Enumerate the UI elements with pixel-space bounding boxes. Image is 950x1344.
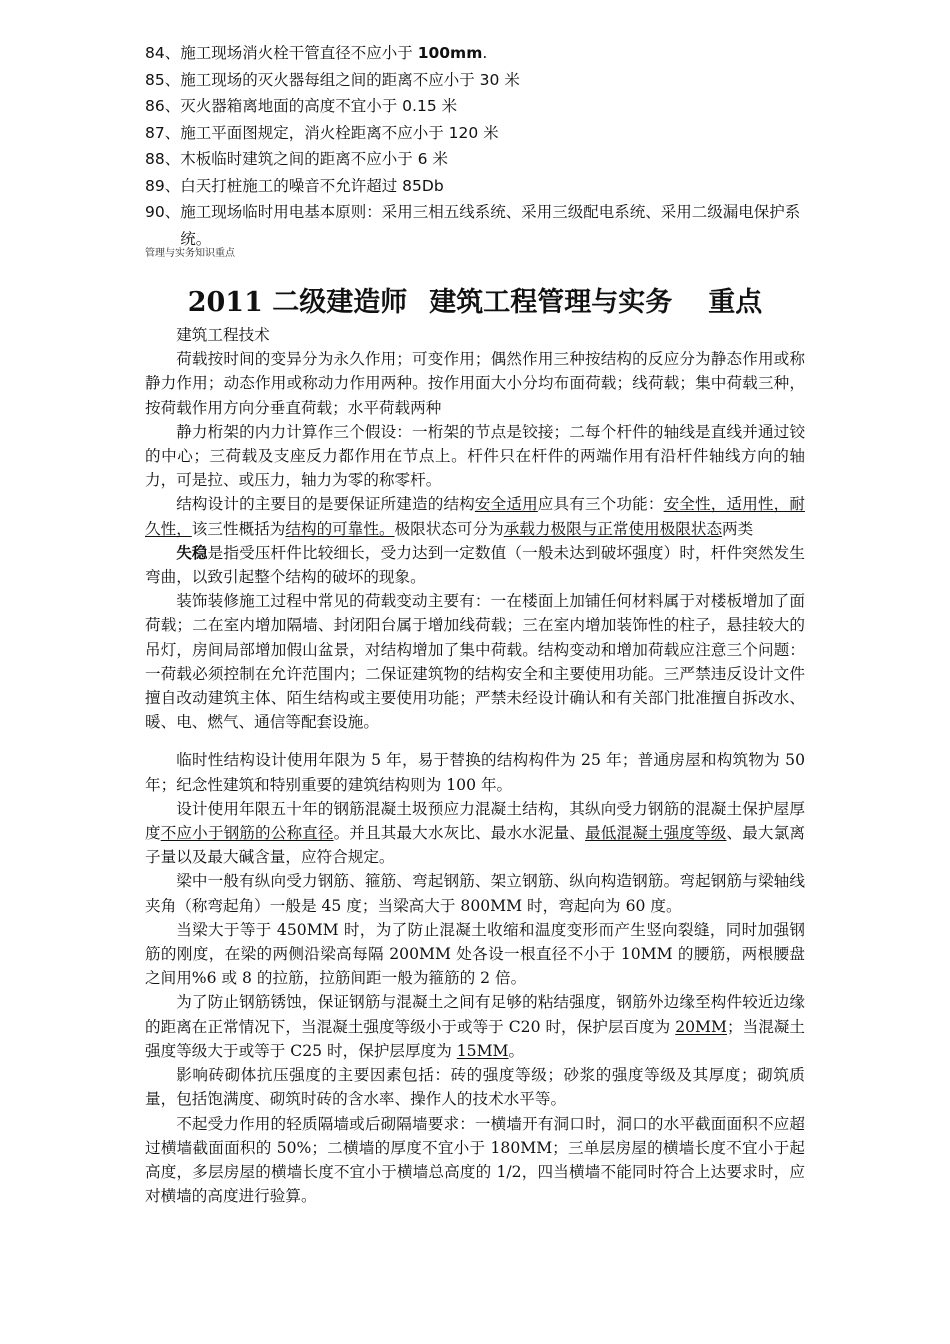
item-number: 87、 [145, 123, 181, 142]
text-span: ；当混凝土强度等级大于或等于 C25 时，保护层厚度为 [145, 1017, 805, 1060]
text-span: 两类 [722, 519, 754, 538]
text-span: 。 [508, 1041, 525, 1060]
underlined-term: 不应小于钢筋的公称直径 [160, 824, 334, 843]
paragraph-instability [145, 541, 805, 589]
text-span: 应具有三个功能： [537, 495, 664, 514]
item-number: 90、 [145, 203, 181, 221]
underlined-term: 最低混凝土强度等级 [585, 824, 727, 843]
list-item [145, 173, 813, 200]
list-item [145, 93, 813, 120]
page-title [0, 280, 950, 319]
paragraph-load-classification: 荷载按时间的变异分为永久作用；可变作用；偶然作用三种按结构的反应分为静态作用或称静力作用；动态作用或称动力作用两种。按作用面大小分均布面荷载；线荷载；集中荷载三种，按荷载作用方向分垂直荷载；水平荷载两种 [145, 350, 805, 417]
item-number: 89、 [145, 176, 181, 195]
paragraph-corrosion-cover [145, 990, 805, 1063]
underlined-term: 承载力极限与正常使用极限状态 [503, 519, 723, 538]
section-heading: 建筑工程技术 [176, 326, 270, 344]
item-text: 灭火器箱离地面的高度不宜小于 0.15 米 [180, 97, 458, 115]
paragraph-truss-assumptions: 静力桁架的内力计算作三个假设：一桁架的节点是铰接；二每个杆件的轴线是直线并通过铰的中心；三荷载及支座反力都作用在节点上。杆件只在杆件的两端作用有沿杆件轴线方向的轴力，可是拉、或压力，轴力为零的称零杆。 [145, 422, 805, 490]
item-text-main: 施工现场消火栓干管直径不应小于 [180, 44, 413, 62]
paragraph-masonry-strength: 影响砖砌体抗压强度的主要因素包括：砖的强度等级；砂浆的强度等级及其厚度；砌筑质量，包括饱满度、砌筑时砖的含水率、操作人的技术水平等。 [145, 1066, 805, 1109]
paragraph-cover-thickness [145, 797, 805, 870]
body-content [145, 323, 805, 1208]
text-span: 该三性概括为 [191, 519, 286, 538]
item-value-bold: 100mm [417, 44, 483, 62]
underlined-term: 安全适用 [474, 495, 538, 514]
list-item [145, 40, 813, 67]
title-suffix: 重点 [708, 287, 763, 318]
text-span: 极限状态可分为 [394, 519, 504, 538]
list-item [145, 120, 813, 147]
text-span: 。并且其最大水灰比、最水水泥量、 [333, 824, 586, 843]
paragraph-design-life: 临时性结构设计使用年限为 5 年，易于替换的结构构件为 25 年；普通房屋和构筑物为 50 年；纪念性建筑和特别重要的建筑结构则为 100 年。 [145, 751, 805, 794]
item-number: 85、 [145, 70, 181, 89]
paragraph-load-changes: 装饰装修施工过程中常见的荷载变动主要有：一在楼面上加铺任何材料属于对楼板增加了面荷载；二在室内增加隔墙、封闭阳台属于增加线荷载；三在室内增加装饰性的柱子，悬挂较大的吊灯，房间局部增加假山盆景，对结构增加了集中荷载。结构变动和增加荷载应注意三个问题：一荷载必须控制在允许范围内；二保证建筑物的结构安全和主要使用功能。三严禁违反设计文件擅自改动建筑主体、陌生结构或主要使用功能；严禁未经设计确认和有关部门批准擅自拆改水、暖、电、燃气、通信等配套设施。 [145, 592, 805, 732]
bold-term: 失稳 [176, 542, 208, 562]
underlined-value: 15MM [456, 1041, 509, 1060]
item-text: 施工现场临时用电基本原则：采用三相五线系统、采用三级配电系统、采用二级漏电保护系统。 [180, 203, 801, 248]
text-span: 是指受压杆件比较细长，受力达到一定数值（一般未达到破坏强度）时，杆件突然发生弯曲，以致引起整个结构的破坏的现象。 [145, 543, 805, 587]
underlined-term: 安全性，适用性，耐久性， [145, 495, 805, 538]
item-text: 施工现场的灭火器每组之间的距离不应小于 30 米 [180, 70, 520, 89]
text-span: 结构设计的主要目的是要保证所建造的结构 [176, 495, 475, 514]
paragraph-structural-design [145, 492, 805, 540]
underlined-value: 20MM [675, 1017, 727, 1036]
title-year-part: 2011 二级建造师 [187, 287, 408, 318]
list-item [145, 67, 813, 94]
paragraph-waist-bars: 当梁大于等于 450MM 时，为了防止混凝土收缩和温度变形而产生竖向裂缝，同时加强钢筋的刚度，在梁的两侧沿梁高每隔 200MM 处各设一根直径不小于 10MM 的腰筋，两根腰盘之间用%6 或 8 的拉筋，拉筋间距一般为箍筋的 2 倍。 [145, 920, 805, 988]
item-number: 84、 [145, 44, 181, 62]
item-text-tail: . [482, 44, 488, 62]
item-text: 施工平面图规定，消火栓距离不应小于 120 米 [180, 123, 499, 142]
numbered-list [145, 40, 813, 252]
underlined-term: 结构的可靠性。 [285, 519, 395, 538]
title-subject: 建筑工程管理与实务 [429, 287, 673, 318]
paragraph-partition-walls: 不起受力作用的轻质隔墙或后砌隔墙要求：一横墙开有洞口时，洞口的水平截面面积不应超过横墙截面面积的 50%；二横墙的厚度不宜小于 180MM；三单层房屋的横墙长度不宜小于起高度，多层房屋的横墙长度不宜小于横墙总高度的 1/2，四当横墙不能同时符合上达要求时，应对横墙的高度进行验算。 [145, 1114, 805, 1206]
source-note: 管理与实务知识重点 [145, 248, 235, 259]
item-number: 86、 [145, 97, 181, 115]
item-text [180, 40, 813, 67]
text-span: 设计使用年限五十年的钢筋混凝土圾预应力混凝土结构，其纵向受力钢筋的混凝土保护屋厚度 [145, 799, 805, 843]
item-text: 木板临时建筑之间的距离不应小于 6 米 [180, 150, 448, 168]
text-span: 、最大氯离子量以及最大碱含量，应符合规定。 [145, 824, 805, 867]
item-number: 88、 [145, 150, 181, 168]
paragraph-beam-rebar: 梁中一般有纵向受力钢筋、箍筋、弯起钢筋、架立钢筋、纵向构造钢筋。弯起钢筋与梁轴线夹角（称弯起角）一般是 45 度；当梁高大于 800MM 时，弯起向为 60 度。 [145, 872, 805, 915]
item-text: 白天打桩施工的噪音不允许超过 85Db [180, 176, 444, 195]
list-item [145, 199, 813, 252]
text-span: 为了防止钢筋锈蚀，保证钢筋与混凝土之间有足够的粘结强度，钢筋外边缘至构件较近边缘的距离在正常情况下，当混凝土强度等级小于或等于 C20 时，保护层百度为 [145, 993, 805, 1036]
list-item [145, 146, 813, 173]
